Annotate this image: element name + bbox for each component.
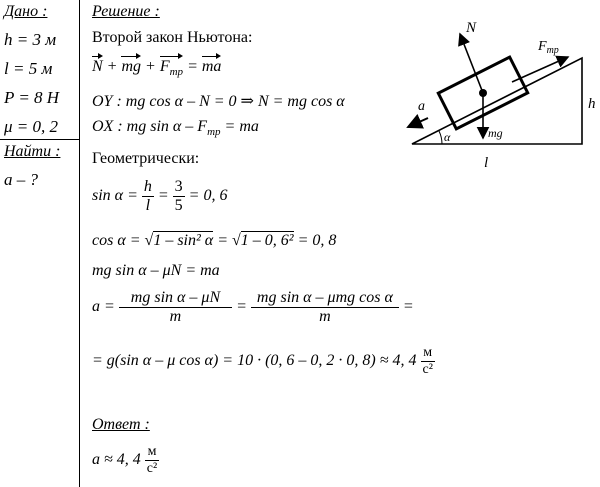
newton-law-label: Второй закон Ньютона: <box>92 29 253 46</box>
label-n: N <box>466 20 477 36</box>
label-h: h <box>588 96 596 112</box>
geometry-label: Геометрически: <box>92 150 200 167</box>
a-expression: a = $\frac{\text{mg sin α – μN}}{m}$ = $\frac{\text{mg sin α – μmg cos α}}{m}$ = <box>92 289 414 325</box>
answer-header: Ответ : <box>92 416 150 433</box>
vector-equation: N + mg + $F_{тр}$ = ma <box>92 58 222 79</box>
cos-equation: cos α = √1 – sin² α = √1 – 0, 6² = 0, 8 <box>92 232 337 249</box>
vec-f: $F_{тр}$ <box>159 58 184 79</box>
column-divider <box>79 0 80 487</box>
oy-equation: OY : mg cos α – N = 0 ⇒ N = mg cos α <box>92 93 345 110</box>
vec-n: N <box>92 58 103 75</box>
label-f: $F_{тр}$ <box>538 39 559 56</box>
find-value: a – ? <box>4 170 38 189</box>
vec-mg: mg <box>121 58 142 75</box>
ox-equation: OX : mg sin α – $F_{тр}$ = ma <box>92 118 259 139</box>
result-line: = g(sin α – μ cos α) = 10 · (0, 6 – 0, 2 · 0, 8) ≈ 4, 4 $\frac{м}{\text{с²}}$ <box>92 345 433 377</box>
acceleration-arrow <box>408 118 428 127</box>
given-divider <box>0 139 80 140</box>
incline-diagram <box>400 10 600 180</box>
mu-equation: mg sin α – μN = ma <box>92 262 220 279</box>
given-header: Дано : <box>4 3 48 20</box>
label-mg: mg <box>488 126 503 140</box>
answer-value: a ≈ 4, 4 $\frac{м}{\text{с²}}$ <box>92 444 158 476</box>
normal-force-arrow <box>460 34 483 93</box>
given-p: P = 8 Н <box>4 88 60 107</box>
sin-equation: sin α = $\frac{h}{l}$ = $\frac{3}{5}$ = 0, 6 <box>92 178 228 214</box>
vec-ma: ma <box>201 58 222 75</box>
angle-arc <box>439 131 442 144</box>
given-h: h = 3 м <box>4 30 57 49</box>
label-a: a <box>418 99 425 114</box>
given-l: l = 5 м <box>4 59 53 78</box>
label-alpha: α <box>444 130 451 144</box>
label-l: l <box>484 155 489 171</box>
given-mu: μ = 0, 2 <box>4 117 59 136</box>
find-header: Найти : <box>4 143 61 160</box>
solution-header: Решение : <box>92 3 160 20</box>
